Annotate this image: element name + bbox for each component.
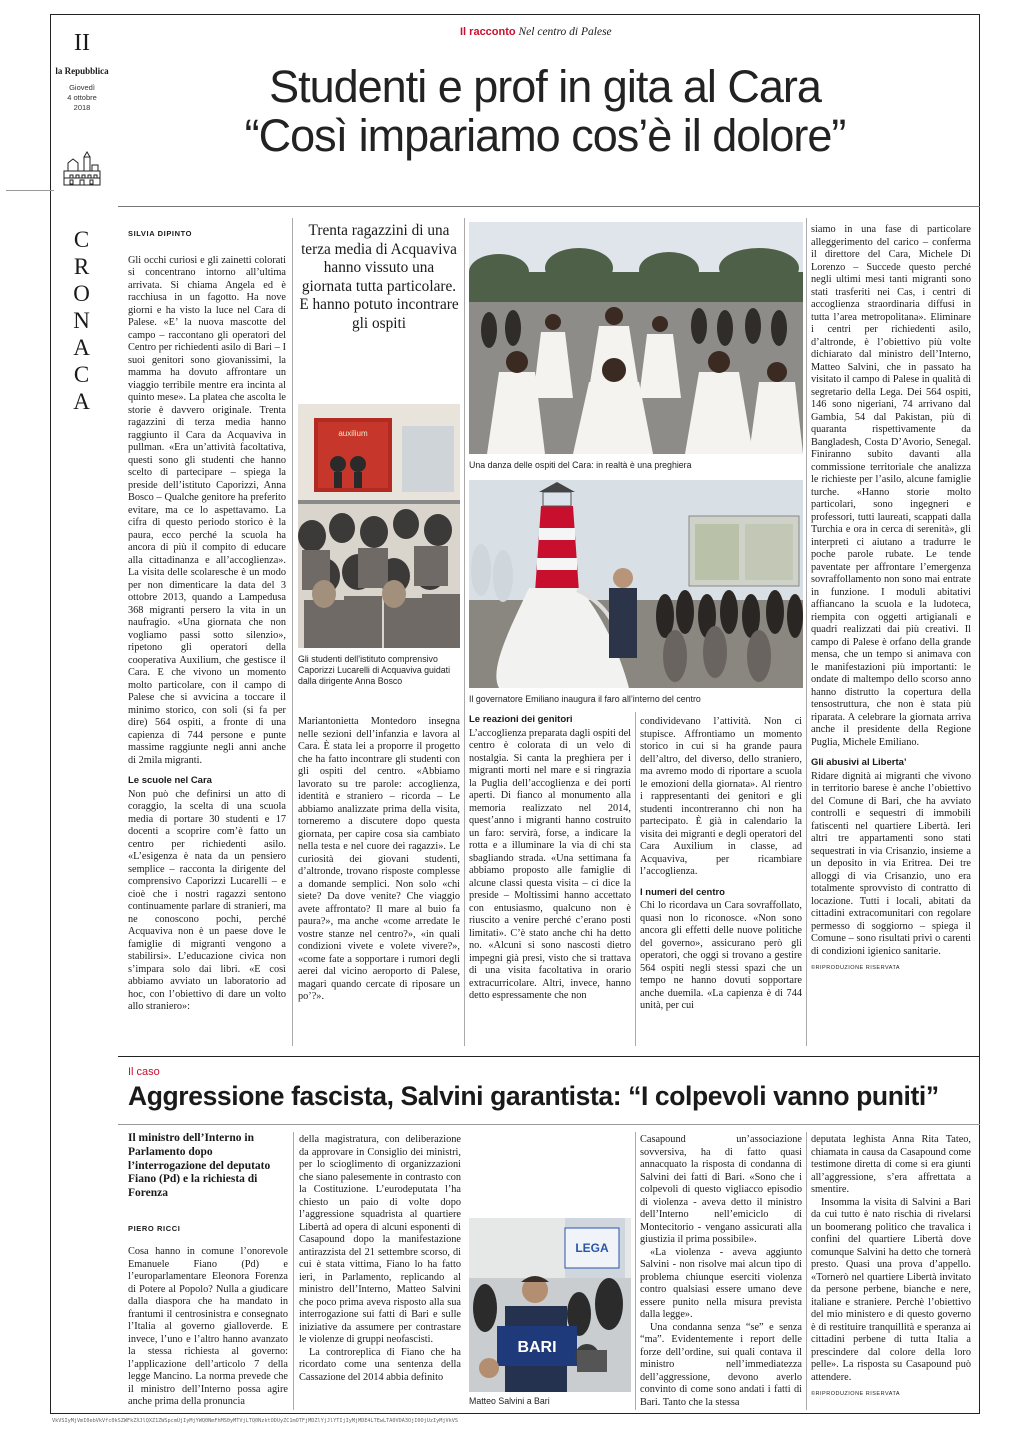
masthead: la Repubblica (55, 66, 109, 76)
story-divider (118, 1056, 980, 1057)
case-column-4 (811, 1134, 971, 1401)
year: 2018 (73, 103, 91, 112)
dateline (52, 83, 112, 113)
column-rule (464, 218, 465, 1046)
article-text: Gli occhi curiosi e gli zainetti colorati si concentrano intorno all’ultima arrivata. Si chiama Angela ed è racchiusa in un fagotto. Ha nove giorni e ha visto la luce nel Cara di Palese. «E’ la nuova mascotte del campo – raccontano gli operatori del Centro per richiedenti asilo di Bari – I suoi genitori sono giovanissimi, la mamma ha dovuto affrontare un viaggio terribile mentre era incinta al quinto mese». La platea che ascolta le storie è davvero originale. Trenta ragazzini di terza media hanno raggiunto il Cara da Acquaviva in pullman. «Era un’attività facoltativa, questi sono gli studenti che hanno scelto di partecipare – spiega la preside dell’istituto Caporizzi, Anna Bosco – Qualche genitore ha preferito evitare, ma ce lo aspettavamo. La cifra di questo periodo storico è la paura, ecco perché la scuola ha ancora di più il compito di educare alla cittadinanza e all’accoglienza». La visita delle scolaresche è un modo per non dimenticare la data del 3 ottobre 2013, quando a Lampedusa 368 migranti persero la vita in un naufragio. «Una giornata che non vogliamo passi sotto silenzio», ripetono gli operatori della cooperativa Auxilium, che gestisce il Cara. E che vivono un momento molto particolare, con il campo di Palese che si avvicina a toccare il minimo storico, con soli (si fa per dire) 564 ospiti, a fronte di una capienza di 744 persone e punte massime raggiunte negli anni anche di 2mila migranti. (128, 254, 286, 766)
date: 4 ottobre (67, 93, 97, 102)
article-text: La controreplica di Fiano che ha ricordato come una sentenza della Cassazione del 2014 abbia definito (299, 1346, 461, 1383)
article-text: della magistratura, con deliberazione da approvare in Consiglio dei ministri, per lo scioglimento di organizzazioni che siano palesemente in contrasto con la Costituzione. L’eurodeputata l’ha chiesto un paio di volte dopo l’aggressione squadrista al quartiere Libertà ad opera di alcuni esponenti di Casapound dopo la manifestazione antirazzista del 21 settembre scorso, di cui è stata vittima, Fiano lo ha fatto ieri, in Parlamento, replicando al ministro dell’Interno, Matteo Salvini che poco prima aveva risposto alla sua interrogazione sui fatti di Bari e sulle iniziative da assumere per contrastare le violenze di gruppi neofascisti. (299, 1134, 461, 1345)
article-text: L’accoglienza preparata dagli ospiti del centro è colorata di un velo di nostalgia. Si canta la preghiera per i migranti morti nel mare e si ringrazia la Puglia dell’accoglienza e dei porti aperti. Di fianco al monumento alla memoria realizzato nel 2014, quest’anno i migranti hanno costruito un faro: servirà, forse, a indicare la rotta e a illuminare la via di chi sta sbagliando strada. «Una settimana fa abbiamo proposto alle famiglie di alcune classi questa visita – ci dice la preside – Moltissimi hanno accettato con entusiasmo, qualcuno non è riuscito a venire perché c’erano posti limitati». C’è stato anche chi ha detto no. «Alcuni si sono nascosti dietro impegni già presi, visto che si trattava di una visita facoltativa in orario extracurricolare. Altri, invece, hanno detto espressamente che non (469, 727, 632, 1001)
photo-lighthouse-caption: Il governatore Emiliano inaugura il faro all’interno del centro (469, 694, 701, 704)
standfirst: Trenta ragazzini di una terza media di Acquaviva hanno vissuto una giornata tutta particolare. E hanno potuto incontrare gli ospiti (299, 222, 459, 332)
photo-dance (469, 222, 803, 454)
section-letter: N (73, 308, 91, 333)
left-rail (52, 30, 112, 191)
case-column-2 (299, 1134, 461, 1384)
article-text: siamo in una fase di particolare alleggerimento del carico – conferma il direttore del Cara, Michele Di Lorenzo – Succede questo perché negli ultimi mesi tanti migranti sono stati trasferiti nei Cas, i centri di accoglienza straordinaria diffusi in tutta l’area metropolitana». Eliminare i centri per richiedenti asilo, d’altronde, è l’obiettivo più volte dichiarato dal ministro dell’Interno, Matteo Salvini, che in passato ha visitato il campo di Palese in qualità di segretario della Lega. Dei 564 ospiti, 146 sono nigeriani, 74 arrivano dal Gambia, 54 dal Pakistan, più di quaranta rispettivamente da Bangladesh, Costa D’Avorio, Senegal. Finiranno subito davanti alla commissione territoriale che analizza le richieste per l’asilo, alcune famiglie turche. «Hanno storie molto particolari, sono ingegneri e professori, tutti laureati, scappati dalla Turchia e ora in cerca di serenità», gli interpreti ci aiutano a tradurre le poche parole rubate. Le tende paventate per affrontare l’emergenza sovraffollamento non sono mai entrate in funzione. I moduli abitativi affiancano la scuola e la ludoteca, riempita con oggetti artigianali e quadri realizzati dai più creativi. Il campo di Palese è orfano della grande mensa, che un tempo si animava con le manifestazioni più importanti: le ondate di maltempo dello scorso anno hanno distrutto la copertura della tensostruttura, che non è stata più riparata. A celebrare la giornata arriva anche il presidente della Regione Puglia, Michele Emiliano. (811, 224, 971, 748)
case-column-3 (640, 1134, 802, 1409)
photo-students (298, 404, 460, 648)
weekday: Giovedì (69, 83, 95, 92)
photo-students-caption: Gli studenti dell’istituto comprensivo Caporizzi Lucarelli di Acquaviva guidati dalla dirigente Anna Bosco (298, 654, 451, 686)
section-letter: O (73, 281, 91, 306)
headline-line-2: “Così impariamo cos’è il dolore” (244, 110, 846, 161)
photo-dance-caption: Una danza delle ospiti del Cara: in realtà è una preghiera (469, 460, 692, 470)
article-text: Ridare dignità ai migranti che vivono in territorio barese è anche l’obiettivo del Comune di Bari, che ha avviato controlli e sequestri di immobili fatiscenti nel quartiere Libertà. Ieri altri tre appartamenti sono stati sequestrati in via Crisanzio, insieme a un deposito in via Eritrea. Dei tre alloggi di via Crisanzio, uno era totalmente sprovvisto di contratto di locazione. Tutti i locali, abitati da cittadini extracomunitari con regolare permesso di soggiorno – spiega il Comune – sono risultati privi o carenti di condizioni igienico sanitarie. (811, 770, 971, 957)
section-letter: A (73, 335, 91, 360)
header-divider (118, 206, 980, 207)
section-label (52, 226, 112, 415)
column-rule (806, 1132, 807, 1410)
case-headline: Aggressione fascista, Salvini garantista: “I colpevoli vanno puniti” (128, 1081, 939, 1111)
article-column-1 (128, 228, 286, 1014)
page-number: II (74, 30, 90, 56)
article-text: Una condanna senza “se” e senza “ma”. Evidentemente i report delle forze dell’ordine, sui quali contava il ministro nell’immediatezza dell’aggressione, devono averlo convinto di come sono andati i fatti di Bari. Tanto che la stessa (640, 1321, 802, 1408)
column-rule (293, 1132, 294, 1410)
main-headline (120, 62, 970, 160)
kicker-label: Il racconto (460, 26, 516, 38)
kicker (460, 26, 612, 38)
photo-salvini-caption: Matteo Salvini a Bari (469, 1396, 550, 1406)
kicker-topic: Nel centro di Palese (518, 26, 612, 38)
section-letter: A (73, 389, 91, 414)
article-text: Chi lo ricordava un Cara sovraffollato, quasi non lo riconosce. «Non sono ancora gli effetti delle nuove politiche del governo», assicurano però gli operatori, che oggi si trovano a gestire 564 ospiti negli stessi spazi che un tempo ne hanno dovuti sopportare anche duemila. «La capienza è di 744 unità, per cui (640, 900, 802, 1011)
article-text: Non può che definirsi un atto di coraggio, la scelta di una scuola media di portare 30 studenti e 17 docenti a scoprire com’è fatto un centro per richiedenti asilo. «L’esigenza è nata da un pensiero semplice – racconta la dirigente del comprensivo Caporizzi Lucarelli – e cioè che i nostri ragazzi sentono continuamente parlare di stranieri, ma ne conoscono pochi, perché Acquaviva non è un paese dove le famiglie di migranti vengono a stabilirsi». L’educazione civica non s’impara solo dai libri. «E così abbiamo avviato un laboratorio ad hoc, con l’obiettivo di dare un volto allo straniero»: (128, 788, 286, 1012)
case-column-1 (128, 1246, 288, 1409)
city-skyline-icon (52, 151, 112, 191)
article-column-2 (298, 716, 460, 1004)
article-text: Casapound un’associazione sovversiva, ha di fatto quasi annacquato la risposta di condanna di Salvini dei fatti di Bari. «Sono che i colpevoli di questo vigliacco episodio di violenza - aveva detto il ministro dell’Interno nell’emiciclo di Montecitorio - vengano assicurati alla giustizia il prima possibile». (640, 1134, 802, 1245)
section-letter: C (73, 227, 91, 252)
headline-line-1: Studenti e prof in gita al Cara (269, 61, 821, 112)
article-text: Insomma la visita di Salvini a Bari da cui tutto è nato rischia di rivelarsi un boomerang politico che travalica i confini del quartiere Libertà dove comunque Salvini ha detto che tornerà presto. Quasi una prova d’appello. «Tornerò nel quartiere Libertà invitato da persone perbene, bianche e nere, italiane e straniere. Perchè l’obiettivo del mio ministero e di questo governo è di restituire tranquillità e speranza ai cittadini perbene di tutta Italia a prescindere dal colore della loro pelle». La risposta su Casapound può attendere. (811, 1196, 971, 1383)
subhead-squats: Gli abusivi al Liberta’ (811, 757, 907, 768)
column-rule (292, 218, 293, 1046)
mural-text: auxilium (338, 429, 368, 438)
subhead-parents: Le reazioni dei genitori (469, 714, 573, 725)
footer-code: VkVSIyMjVmI0ebVkVfc0kSZWFkZXJlQXZ1ZWSpcmUjIyMjYWQ0NmFhMS0yMTVjLTQ0NzktODUyZC1mOTFjMDZlYjJlYTIjIyMjMDE4LTEwLTA0VDA3OjI0OjUzIyMjVkVS (52, 1418, 459, 1424)
column-rule (806, 218, 807, 1046)
byline: SILVIA DIPINTO (128, 229, 193, 238)
article-text: Mariantonietta Montedoro insegna nelle sezioni dell’infanzia e lavora al Cara. È stata lei a proporre il progetto che ha fatto incontrare gli studenti con gli ospiti del centro. «Abbiamo lavorato su tre parole: accoglienza, identità e straniero – ricorda – Le abbiamo analizzate prima della visita, torneremo a discutere dopo questa giornata, per capire cosa sia cambiato nella testa e nel cuore dei ragazzi». Le curiosità dei giovani studenti, d’altronde, trovano risposte complesse a domande semplici. Non solo «chi siete? Da dove venite? Che viaggio avete affrontato? Il mare al buio fa paura?», ma anche «come arredate le vostre stanze nel centro?», «in quali condizioni vivete e volete vivere?», «come fate a sopportare i rumori degli aerei dal vicino aeroporto di Palese, magari quando cercate di riposare un po’?». (298, 716, 460, 1002)
article-text: condividevano l’attività. Non ci stupisce. Affrontiamo un momento storico in cui si ha grande paura dell’altro, del diverso, dello straniero, ma avremo modo di riportare a scuola le emozioni della giornata». Al rientro i rappresentanti dei genitori e gli studenti incontreranno chi non ha partecipato. È già in calendario la visita dei migranti e degli operatori del Cara Auxilium in classe, ad Acquaviva, per ricambiare l’accoglienza. (640, 716, 802, 877)
subhead-numbers: I numeri del centro (640, 886, 725, 898)
article-text: Cosa hanno in comune l’onorevole Emanuele Fiano (Pd) e l’europarlamentare Eleonora Forenza di Potere al Popolo? Nulla a giudicare dalla diaspora che ha mandato in frantumi il centrosinistra e consegnato l’Italia al governo gialloverde. E invece, l’uno e l’altro hanno avanzato la stessa richiesta al governo: l’applicazione dell’articolo 7 della legge Mancino. La norma prevede che il ministro dell’Interno possa agire anche prima della pronuncia (128, 1246, 288, 1407)
banner-text: LEGA (575, 1241, 609, 1255)
subhead-schools: Le scuole nel Cara (128, 775, 212, 786)
photo-lighthouse (469, 480, 803, 688)
section-letter: R (73, 254, 91, 279)
case-standfirst: Il ministro dell’Interno in Parlamento dopo l’interrogazione del deputato Fiano (Pd) e la richiesta di Forenza (128, 1132, 271, 1200)
column-rule (635, 1132, 636, 1410)
column-rule (635, 712, 636, 1046)
shirt-text: BARI (517, 1339, 557, 1356)
rail-divider (6, 190, 54, 191)
section-letter: C (73, 362, 91, 387)
article-column-5 (811, 224, 971, 975)
copyright-credit: ©RIPRODUZIONE RISERVATA (811, 965, 901, 971)
article-text: deputata leghista Anna Rita Tateo, chiamata in causa da Casapound come testimone diretta di come si era giunti all’aggressione, s’era affrettata a smentire. (811, 1134, 971, 1195)
article-column-3 (469, 714, 631, 1003)
copyright-credit: ©RIPRODUZIONE RISERVATA (811, 1391, 901, 1397)
case-kicker: Il caso (128, 1066, 160, 1078)
article-text: «La violenza - aveva aggiunto Salvini - non risolve mai alcun tipo di problema chiunque eserciti violenza contro qualsiasi essere umano deve essere punito nella misura prevista dalla legge». (640, 1246, 802, 1320)
photo-salvini (469, 1218, 631, 1392)
article-column-4 (640, 716, 802, 1013)
case-byline: PIERO RICCI (128, 1224, 181, 1233)
case-divider (118, 1124, 980, 1125)
